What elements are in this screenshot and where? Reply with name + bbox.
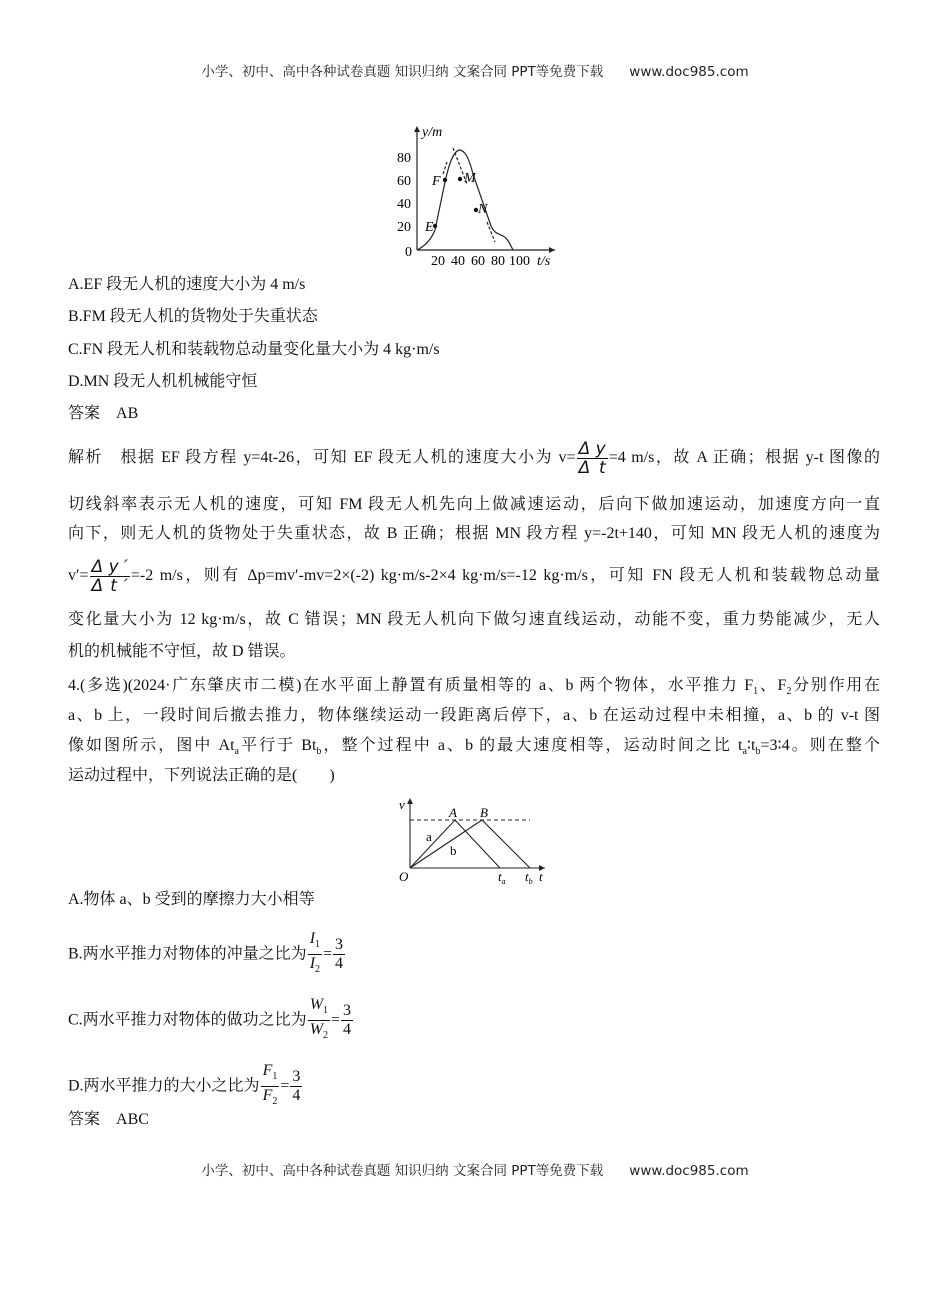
analysis-line-4 [68,558,880,595]
q4-option-b: B.两水平推力对物体的冲量之比为 $\frac{I_1}{I_2}$ = $\frac{3}{4}$ [68,930,346,979]
x-tick: 60 [471,254,485,267]
text: 像如图所示，图中 At [68,737,235,754]
text: =-2 m/s，则有 Δp=mv′-mv=2×(-2) kg·m/s-2×4 kg·m/s=-12 kg·m/s，可知 FN 段无人机和装载物总动量 [130,567,880,585]
line-b-label: b [450,843,457,858]
ta-label: $t_a$ [498,869,506,885]
page-footer [0,1159,950,1179]
fraction-3-4: $\frac{3}{4}$ [343,1002,352,1039]
point-b-label: B [480,805,488,820]
analysis-line-3: 向下，则无人机的货物处于失重状态，故 B 正确；根据 MN 段方程 y=-2t+140，可知 MN 段无人机的速度为 [68,525,880,542]
figure-v-t-graph [395,795,555,885]
subscript: b [316,746,322,758]
y-tick: 20 [397,220,411,235]
footer-text: 小学、初中、高中各种试卷真题 知识归纳 文案合同 PPT等免费下载 [201,1163,604,1179]
q4-line-1 [68,676,880,702]
analysis-line-6: 机的机械能不守恒，故 D 错误。 [68,643,296,660]
y-axis-label: y/m [422,125,443,140]
subscript: 1 [753,686,759,698]
fraction-f1-f2: $\frac{F_1}{F_2}$ [262,1062,278,1108]
fraction-3-4: $\frac{3}{4}$ [335,936,344,973]
analysis-line-2: 切线斜率表示无人机的速度，可知 FM 段无人机先向上做减速运动，后向下做加速运动，加速度方向一直 [68,496,880,513]
q4-answer [68,1110,149,1130]
text: =3∶4。则在整个 [760,737,880,754]
analysis-line-5: 变化量大小为 12 kg·m/s，故 C 错误；MN 段无人机向下做匀速直线运动，动能不变，重力势能减少，无人 [68,611,880,628]
subscript: a [742,746,747,758]
x-tick: 40 [451,254,465,267]
y-t-curve [417,150,513,250]
analysis-line-1 [68,440,880,477]
q4-line-2: a、b 上，一段时间后撤去推力，物体继续运动一段距离后停下，a、b 在运动过程中未相撞，a、b 的 v-t 图 [68,707,880,724]
q4-option-a: A.物体 a、b 受到的摩擦力大小相等 [68,891,315,908]
fraction-w1-w2: $\frac{W_1}{W_2}$ [309,996,329,1042]
text: 、F [758,677,787,694]
text: 解析 根据 EF 段方程 y=4t-26，可知 EF 段无人机的速度大小为 v= [68,449,576,467]
fraction-3-4: $\frac{3}{4}$ [292,1068,301,1105]
tb-label: $t_b$ [525,869,533,885]
q4-line-3 [68,736,880,762]
x-axis-label: t/s [537,254,551,267]
text: =4 m/s，故 A 正确；根据 y-t 图像的 [608,449,880,467]
page-header [0,60,950,80]
q4-option-c: C.两水平推力对物体的做功之比为 $\frac{W_1}{W_2}$ = $\frac{3}{4}$ [68,996,354,1045]
line-b [410,820,530,868]
x-tick: 80 [491,254,505,267]
fraction-i1-i2: $\frac{I_1}{I_2}$ [309,930,321,976]
x-tick: 100 [509,254,530,267]
answer-value: ABC [116,1111,149,1128]
text: 分别作用在 [791,677,880,694]
text: B.两水平推力对物体的冲量之比为 [68,945,307,963]
denominator: Δ t [578,458,606,478]
fraction-dy-dt [577,440,608,477]
text: ，整个过程中 a、b 的最大速度相等，运动时间之比 t [321,737,743,754]
y-tick: 80 [397,151,411,166]
subscript: b [755,746,761,758]
t-axis-label: t [539,869,543,884]
answer-label: 答案 [68,405,101,422]
origin-label: O [399,869,409,884]
denominator: Δ t ′ [91,576,128,596]
q3-answer [68,404,138,424]
q4-line-4: 运动过程中，下列说法正确的是( ) [68,767,335,784]
point-a-label: A [449,805,457,820]
numerator: Δ y ′ [91,557,128,577]
x-tick: 20 [431,254,445,267]
header-url: www.doc985.com [629,64,749,80]
y-tick: 40 [397,197,411,212]
answer-label: 答案 [68,1111,101,1128]
text: ∶t [746,737,756,754]
answer-value: AB [116,405,139,422]
footer-url: www.doc985.com [629,1163,749,1179]
text: v′= [68,567,89,585]
point-m: M [464,171,476,186]
text: C.两水平推力对物体的做功之比为 [68,1011,307,1029]
origin-label: 0 [405,245,412,260]
text: 4.(多选)(2024·广东肇庆市二模)在水平面上静置有质量相等的 a、b 两个物体，水平推力 F [68,677,754,694]
point-e: E [425,220,434,235]
point-f: F [432,174,441,189]
fraction-dy-dt-prime [90,558,130,595]
subscript: 2 [786,686,792,698]
text: 平行于 Bt [238,737,317,754]
q3-option-a: A.EF 段无人机的速度大小为 4 m/s [68,276,306,293]
line-a-label: a [426,829,432,844]
point-n: N [478,202,488,217]
text: D.两水平推力的大小之比为 [68,1077,260,1095]
q3-option-b: B.FM 段无人机的货物处于失重状态 [68,308,318,325]
subscript: a [234,746,239,758]
v-axis-label: v [399,797,405,812]
q3-option-d: D.MN 段无人机机械能守恒 [68,373,258,390]
numerator: Δ y [578,439,606,459]
y-tick: 60 [397,174,411,189]
q4-option-d: D.两水平推力的大小之比为 $\frac{F_1}{F_2}$ = $\frac{3}{4}$ [68,1062,303,1111]
header-text: 小学、初中、高中各种试卷真题 知识归纳 文案合同 PPT等免费下载 [201,64,604,80]
q3-option-c: C.FN 段无人机和装载物总动量变化量大小为 4 kg·m/s [68,341,440,358]
figure-y-t-graph [395,122,565,267]
